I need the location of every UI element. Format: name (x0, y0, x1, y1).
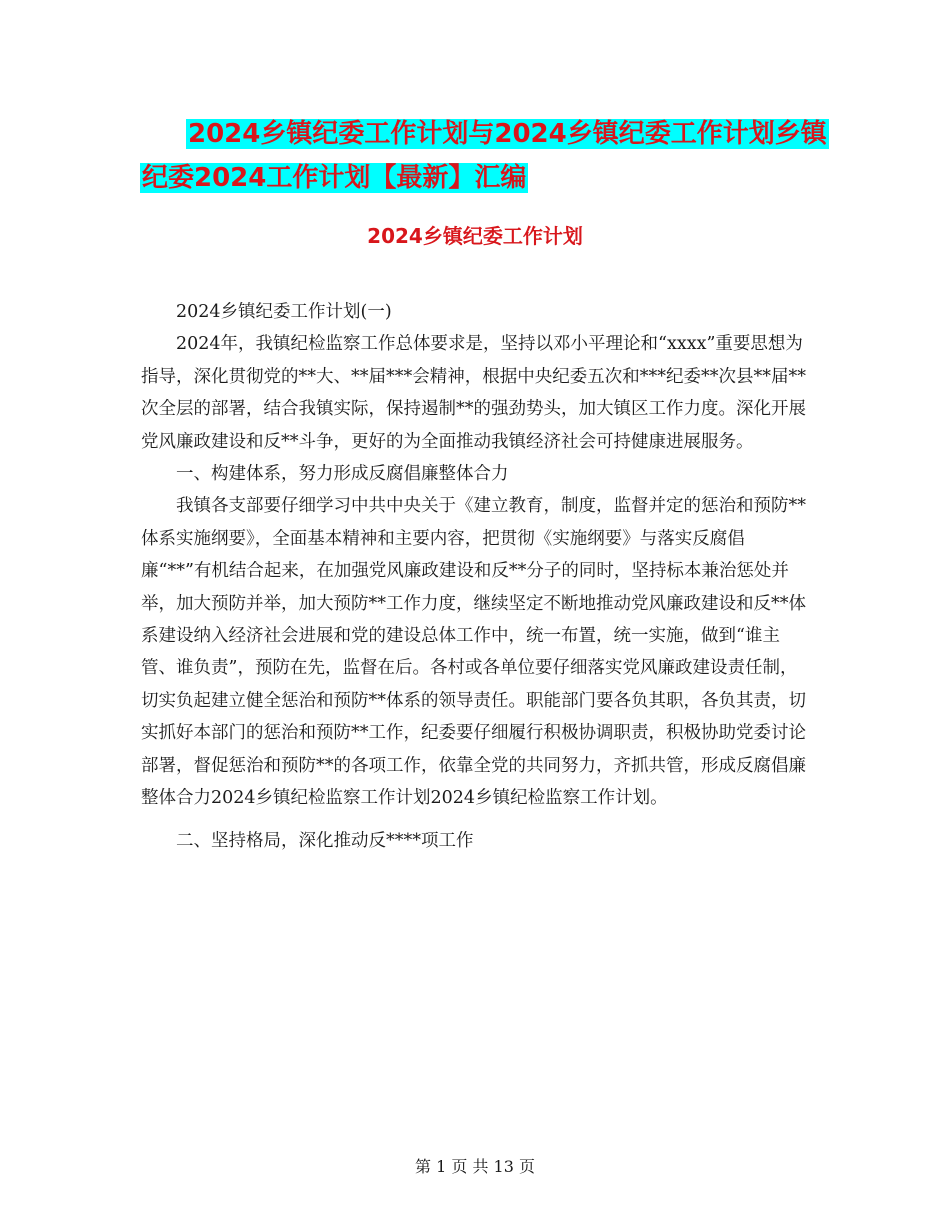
title-line-1: 2024乡镇纪委工作计划与2024乡镇纪委工作计划乡镇 (188, 119, 827, 149)
document-title (140, 112, 830, 200)
section-subtitle: 2024乡镇纪委工作计划 (367, 224, 583, 248)
document-body (141, 296, 811, 857)
plan-heading: 2024乡镇纪委工作计划(一) (176, 302, 392, 322)
section-heading-1: 一、构建体系，努力形成反腐倡廉整体合力 (176, 464, 509, 485)
title-line-2: 纪委2024工作计划【最新】汇编 (142, 163, 527, 193)
section-heading-2: 二、坚持格局，深化推动反****项工作 (176, 830, 474, 851)
paragraph-intro: 2024年，我镇纪检监察工作总体要求是，坚持以邓小平理论和“xxxx”重要思想为指导，深化贯彻党的**大、**届***会精神，根据中央纪委五次和***纪委**次县**届**次全层的部署，结合我镇实际，保持遏制**的强劲势头，加大镇区工作力度。深化开展党风廉政建设和反**斗争，更好的为全面推动我镇经济社会可持健康进展服务。 (141, 334, 806, 452)
page-footer: 第 1 页 共 13 页 (415, 1157, 535, 1176)
paragraph-section-1: 我镇各支部要仔细学习中共中央关于《建立教育，制度，监督并定的惩治和预防**体系实施纲要》，全面基本精神和主要内容，把贯彻《实施纲要》与落实反腐倡廉“**”有机结合起来，在加强党风廉政建设和反**分子的同时，坚持标本兼治惩处并举，加大预防并举，加大预防**工作力度，继续坚定不断地推动党风廉政建设和反**体系建设纳入经济社会进展和党的建设总体工作中，统一布置，统一实施，做到“谁主管、谁负责”，预防在先，监督在后。各村或各单位要仔细落实党风廉政建设责任制，切实负起建立健全惩治和预防**体系的领导责任。职能部门要各负其职，各负其责，切实抓好本部门的惩治和预防**工作，纪委要仔细履行积极协调职责，积极协助党委讨论部署，督促惩治和预防**的各项工作，依靠全党的共同努力，齐抓共管，形成反腐倡廉整体合力2024乡镇纪检监察工作计划2024乡镇纪检监察工作计划。 (141, 496, 806, 809)
